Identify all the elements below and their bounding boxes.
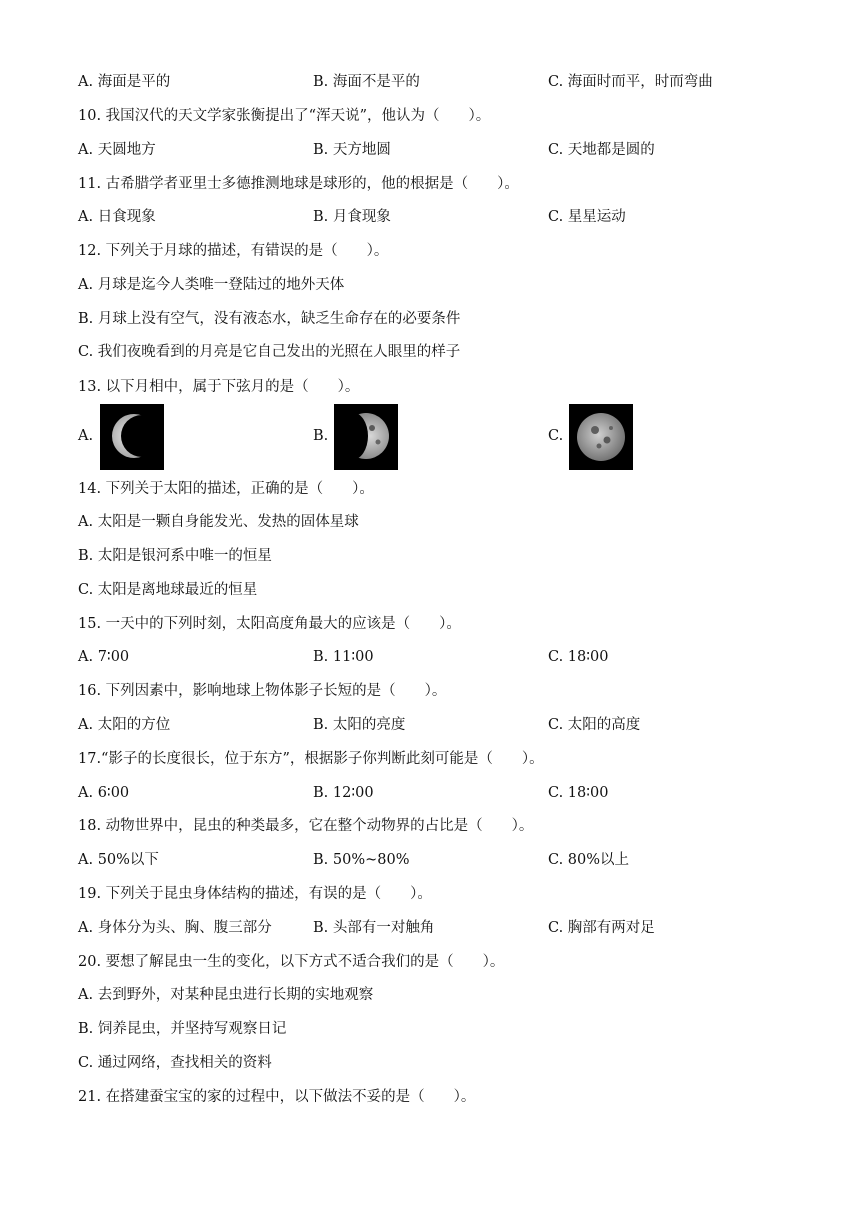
q17-options bbox=[78, 783, 838, 803]
q16-option-c[interactable]: C. 太阳的高度 bbox=[548, 717, 641, 733]
q11-option-c[interactable]: C. 星星运动 bbox=[548, 209, 626, 225]
q13-option-a-label: A. bbox=[78, 428, 94, 444]
q12-option-c[interactable]: C. 我们夜晚看到的月亮是它自己发出的光照在人眼里的样子 bbox=[78, 344, 461, 360]
q15-option-c[interactable]: C. 18∶00 bbox=[548, 649, 609, 665]
q19-option-b[interactable]: B. 头部有一对触角 bbox=[313, 920, 435, 936]
q19-options bbox=[78, 918, 838, 938]
q9-options bbox=[78, 72, 838, 92]
q20-option-b[interactable]: B. 饲养昆虫，并坚持写观察日记 bbox=[78, 1021, 287, 1037]
q15-stem: 15. 一天中的下列时刻，太阳高度角最大的应该是（ ）。 bbox=[78, 616, 461, 632]
q13-option-c-label: C. bbox=[548, 428, 564, 444]
q10-option-a[interactable]: A. 天圆地方 bbox=[78, 142, 156, 158]
q11-option-a[interactable]: A. 日食现象 bbox=[78, 209, 156, 225]
q13-options bbox=[78, 404, 838, 472]
q12-option-b[interactable]: B. 月球上没有空气，没有液态水，缺乏生命存在的必要条件 bbox=[78, 311, 461, 327]
q11-option-b[interactable]: B. 月食现象 bbox=[313, 209, 391, 225]
q20-option-a[interactable]: A. 去到野外，对某种昆虫进行长期的实地观察 bbox=[78, 987, 374, 1003]
q17-option-b[interactable]: B. 12∶00 bbox=[313, 785, 374, 801]
q18-options bbox=[78, 850, 838, 870]
q18-option-b[interactable]: B. 50%~80% bbox=[313, 852, 410, 868]
q17-option-c[interactable]: C. 18∶00 bbox=[548, 785, 609, 801]
moon-phase-image-c bbox=[569, 404, 633, 470]
q10-stem: 10. 我国汉代的天文学家张衡提出了“浑天说”，他认为（ ）。 bbox=[78, 108, 491, 124]
q15-options bbox=[78, 647, 838, 667]
q12-stem: 12. 下列关于月球的描述，有错误的是（ ）。 bbox=[78, 243, 389, 259]
q10-option-b[interactable]: B. 天方地圆 bbox=[313, 142, 391, 158]
q19-option-a[interactable]: A. 身体分为头、胸、腹三部分 bbox=[78, 920, 272, 936]
q10-option-c[interactable]: C. 天地都是圆的 bbox=[548, 142, 655, 158]
q14-option-c[interactable]: C. 太阳是离地球最近的恒星 bbox=[78, 582, 258, 598]
q19-option-c[interactable]: C. 胸部有两对足 bbox=[548, 920, 655, 936]
q10-options bbox=[78, 140, 838, 160]
q14-stem: 14. 下列关于太阳的描述，正确的是（ ）。 bbox=[78, 481, 374, 497]
moon-phase-image-a bbox=[100, 404, 164, 470]
q17-option-a[interactable]: A. 6∶00 bbox=[78, 785, 130, 801]
q14-option-a[interactable]: A. 太阳是一颗自身能发光、发热的固体星球 bbox=[78, 514, 359, 530]
q9-option-c[interactable]: C. 海面时而平，时而弯曲 bbox=[548, 74, 713, 90]
q15-option-a[interactable]: A. 7∶00 bbox=[78, 649, 130, 665]
moon-phase-image-b bbox=[334, 404, 398, 470]
q18-option-a[interactable]: A. 50%以下 bbox=[78, 852, 159, 868]
q13-stem: 13. 以下月相中，属于下弦月的是（ ）。 bbox=[78, 379, 360, 395]
q20-option-c[interactable]: C. 通过网络，查找相关的资料 bbox=[78, 1055, 272, 1071]
q20-stem: 20. 要想了解昆虫一生的变化，以下方式不适合我们的是（ ）。 bbox=[78, 954, 505, 970]
q11-options bbox=[78, 207, 838, 227]
q16-options bbox=[78, 715, 838, 735]
q18-stem: 18. 动物世界中，昆虫的种类最多，它在整个动物界的占比是（ ）。 bbox=[78, 818, 534, 834]
q9-option-a[interactable]: A. 海面是平的 bbox=[78, 74, 171, 90]
q15-option-b[interactable]: B. 11∶00 bbox=[313, 649, 374, 665]
q17-stem: 17.“影子的长度很长，位于东方”，根据影子你判断此刻可能是（ ）。 bbox=[78, 751, 544, 767]
q14-option-b[interactable]: B. 太阳是银河系中唯一的恒星 bbox=[78, 548, 272, 564]
q21-stem: 21. 在搭建蚕宝宝的家的过程中，以下做法不妥的是（ ）。 bbox=[78, 1089, 476, 1105]
q13-option-b-label: B. bbox=[313, 428, 329, 444]
q16-option-b[interactable]: B. 太阳的亮度 bbox=[313, 717, 406, 733]
q19-stem: 19. 下列关于昆虫身体结构的描述，有误的是（ ）。 bbox=[78, 886, 432, 902]
q9-option-b[interactable]: B. 海面不是平的 bbox=[313, 74, 420, 90]
q11-stem: 11. 古希腊学者亚里士多德推测地球是球形的，他的根据是（ ）。 bbox=[78, 176, 519, 192]
q16-option-a[interactable]: A. 太阳的方位 bbox=[78, 717, 171, 733]
q18-option-c[interactable]: C. 80%以上 bbox=[548, 852, 630, 868]
q16-stem: 16. 下列因素中，影响地球上物体影子长短的是（ ）。 bbox=[78, 683, 447, 699]
q12-option-a[interactable]: A. 月球是迄今人类唯一登陆过的地外天体 bbox=[78, 277, 345, 293]
